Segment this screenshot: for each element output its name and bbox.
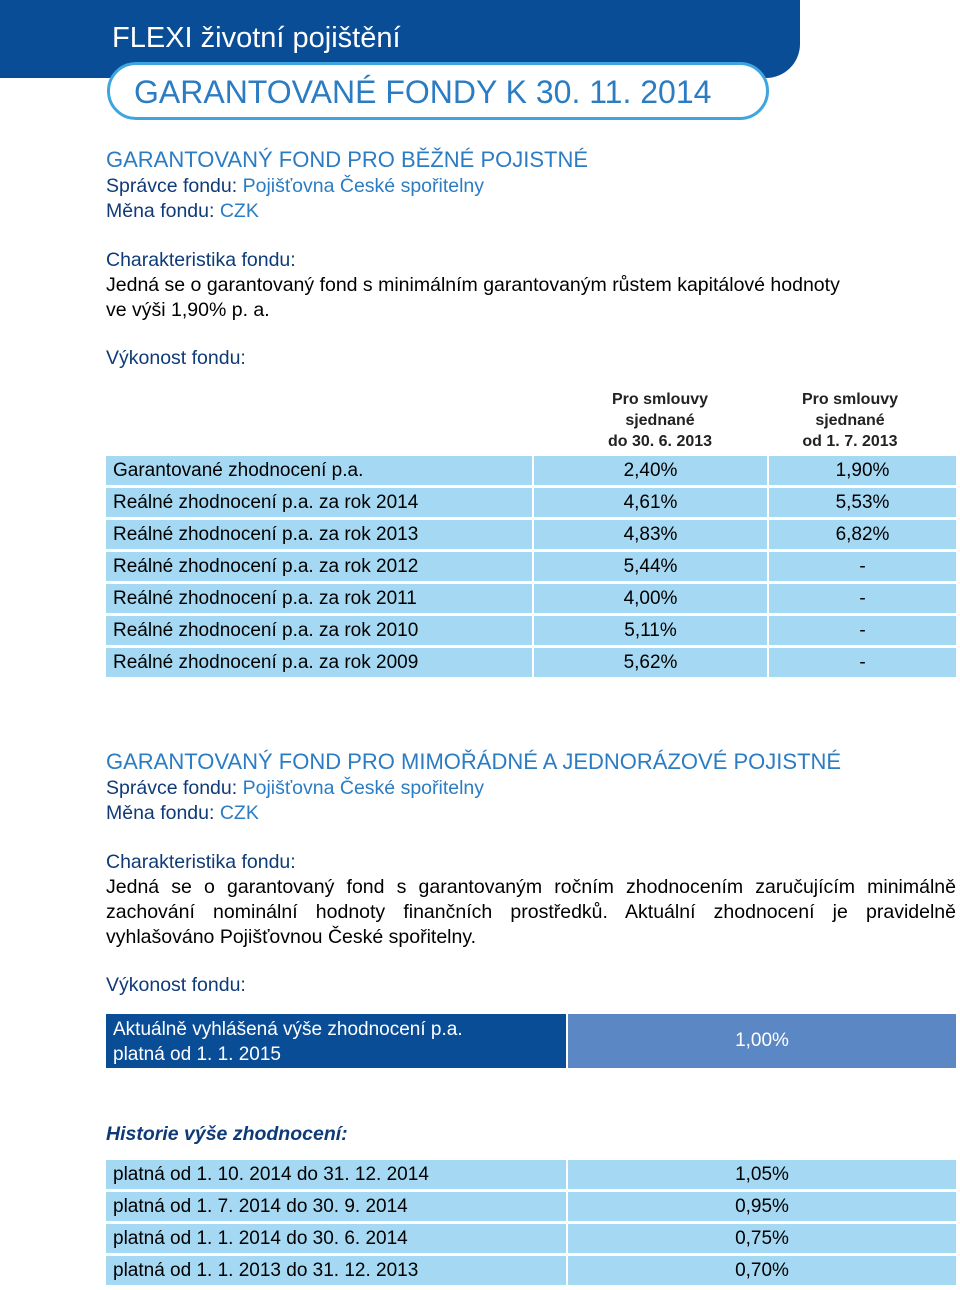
row-value-col2: - — [769, 584, 956, 613]
fund2-currency-value: CZK — [219, 802, 259, 824]
fund1-manager-value: Pojišťovna České spořitelny — [242, 175, 485, 197]
fund2-manager — [106, 776, 484, 801]
fund1-perf-label: Výkonost fondu: — [106, 347, 246, 369]
fund1-col1-header — [560, 389, 760, 452]
fund2-title: GARANTOVANÝ FOND PRO MIMOŘÁDNÉ A JEDNORÁZOVÉ POJISTNÉ — [106, 749, 842, 774]
fund2-manager-label: Správce fondu: — [106, 777, 238, 799]
row-value-col1: 5,44% — [534, 552, 767, 581]
fund1-title: GARANTOVANÝ FOND PRO BĚŽNÉ POJISTNÉ — [106, 147, 589, 172]
table-row — [106, 456, 956, 485]
fund1-char-label: Charakteristika fondu: — [106, 249, 296, 271]
row-value-col1: 4,83% — [534, 520, 767, 549]
fund1-char-line2: ve výši 1,90% p. a. — [106, 299, 270, 321]
fund2-manager-value: Pojišťovna České spořitelny — [242, 777, 485, 799]
col2-head-line2: sjednané — [815, 412, 885, 429]
document-title: FLEXI životní pojištění — [112, 22, 401, 54]
row-value-col1: 2,40% — [534, 456, 767, 485]
table-row — [106, 488, 956, 517]
table-row — [106, 1256, 956, 1285]
current-rate-label-line2: platná od 1. 1. 2015 — [113, 1044, 281, 1065]
table-row — [106, 1192, 956, 1221]
fund1-manager-label: Správce fondu: — [106, 175, 238, 197]
col2-head-line3: od 1. 7. 2013 — [802, 433, 898, 450]
fund1-currency-value: CZK — [219, 200, 259, 222]
history-period: platná od 1. 7. 2014 do 30. 9. 2014 — [106, 1192, 566, 1221]
table-row — [106, 616, 956, 645]
table-row — [106, 584, 956, 613]
col1-head-line3: do 30. 6. 2013 — [607, 433, 713, 450]
history-value: 0,70% — [568, 1256, 956, 1285]
row-label: Reálné zhodnocení p.a. za rok 2013 — [106, 520, 532, 549]
row-label: Reálné zhodnocení p.a. za rok 2012 — [106, 552, 532, 581]
history-value: 0,95% — [568, 1192, 956, 1221]
row-value-col2: - — [769, 648, 956, 677]
fund1-manager — [106, 174, 484, 199]
row-label: Garantované zhodnocení p.a. — [106, 456, 532, 485]
table-row — [106, 1224, 956, 1253]
row-value-col2: 5,53% — [769, 488, 956, 517]
history-period: platná od 1. 10. 2014 do 31. 12. 2014 — [106, 1160, 566, 1189]
row-value-col2: - — [769, 616, 956, 645]
row-label: Reálné zhodnocení p.a. za rok 2010 — [106, 616, 532, 645]
table-row — [106, 552, 956, 581]
row-value-col1: 4,61% — [534, 488, 767, 517]
col1-head-line1: Pro smlouvy — [611, 391, 709, 408]
fund1-currency — [106, 199, 259, 224]
fund1-char-line1: Jedná se o garantovaný fond s minimálním garantovaným růstem kapitálové hodnoty — [106, 274, 840, 296]
fund2-currency-label: Měna fondu: — [106, 802, 215, 824]
fund2-perf-label: Výkonost fondu: — [106, 974, 246, 996]
current-rate-value: 1,00% — [568, 1014, 956, 1068]
table-row — [106, 1160, 956, 1189]
table-row — [106, 648, 956, 677]
fund1-performance-table — [106, 456, 956, 680]
col2-head-line1: Pro smlouvy — [801, 391, 899, 408]
history-label: Historie výše zhodnocení: — [106, 1123, 348, 1145]
current-rate-box — [106, 1014, 956, 1068]
current-rate-label — [106, 1014, 566, 1068]
row-label: Reálné zhodnocení p.a. za rok 2014 — [106, 488, 532, 517]
fund2-currency — [106, 801, 259, 826]
row-value-col2: 1,90% — [769, 456, 956, 485]
fund1-col2-header — [760, 389, 940, 452]
history-value: 1,05% — [568, 1160, 956, 1189]
fund1-currency-label: Měna fondu: — [106, 200, 215, 222]
row-value-col1: 5,62% — [534, 648, 767, 677]
row-label: Reálné zhodnocení p.a. za rok 2009 — [106, 648, 532, 677]
subtitle-pill — [107, 62, 769, 120]
history-period: platná od 1. 1. 2014 do 30. 6. 2014 — [106, 1224, 566, 1253]
row-label: Reálné zhodnocení p.a. za rok 2011 — [106, 584, 532, 613]
col1-head-line2: sjednané — [625, 412, 695, 429]
fund2-char-text: Jedná se o garantovaný fond s garantovaným ročním zhodnocením zaručujícím minimálně zachování nominální hodnoty finančních prostředků. Aktuální zhodnocení je pravidelně vyhlašováno Pojišťovnou České spořitelny. — [106, 876, 956, 948]
row-value-col2: - — [769, 552, 956, 581]
history-period: platná od 1. 1. 2013 do 31. 12. 2013 — [106, 1256, 566, 1285]
table-row — [106, 520, 956, 549]
fund2-char-label: Charakteristika fondu: — [106, 851, 296, 873]
history-table — [106, 1160, 956, 1288]
document-subtitle: GARANTOVANÉ FONDY K 30. 11. 2014 — [134, 74, 712, 110]
history-value: 0,75% — [568, 1224, 956, 1253]
row-value-col1: 5,11% — [534, 616, 767, 645]
row-value-col2: 6,82% — [769, 520, 956, 549]
row-value-col1: 4,00% — [534, 584, 767, 613]
current-rate-label-line1: Aktuálně vyhlášená výše zhodnocení p.a. — [113, 1019, 463, 1040]
